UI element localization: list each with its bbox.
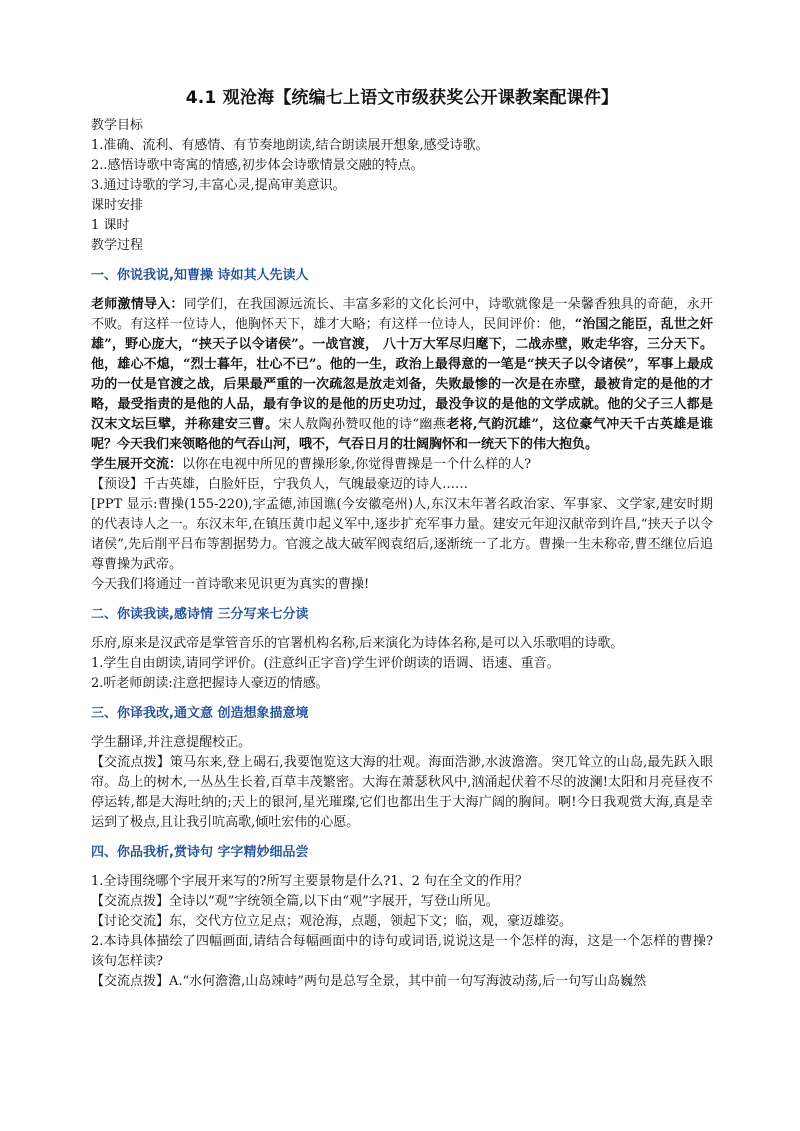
exchange-label: 学生展开交流：: [91, 457, 183, 472]
document-title: 4.1 观沧海【统编七上语文市级获奖公开课教案配课件】: [185, 88, 619, 108]
objective-item: 2..感悟诗歌中寄寓的情感,初步体会诗歌情景交融的特点。: [91, 158, 424, 173]
section-heading-1: 一、你说我说,知曹操 诗如其人先读人: [91, 268, 309, 283]
section-heading-4: 四、你品我析,赏诗句 字字精妙细品尝: [91, 845, 309, 860]
section-heading-2: 二、你读我读,感诗情 三分写来七分读: [91, 607, 309, 622]
intro-label: 老师激情导入：: [91, 297, 184, 312]
objectives-heading: 教学目标: [91, 118, 144, 133]
section-2-line: 1.学生自由朗读,请同学评价。(注意纠正字音)学生评价朗读的语调、语速、重音。: [91, 656, 560, 671]
section-4-line: 2.本诗具体描绘了四幅画面,请结合每幅画面中的诗句或词语,说说这是一个怎样的海，这是一个怎样的曹操?该句怎样读?: [91, 934, 713, 969]
objective-item: 1.准确、流利、有感情、有节奏地朗读,结合朗读展开想象,感受诗歌。: [91, 138, 489, 153]
section-3-line: 【交流点拨】策马东来,登上碣石,我要饱览这大海的壮观。海面浩渺,水波澹澹。突兀耸立的山岛,最先跃入眼帘。岛上的树木,一丛丛生长着,百草丰茂繁密。大海在萧瑟秋风中,汹涌起伏着不尽的波澜!太阳和月亮昼夜不停运转,都是大海吐纳的;天上的银河,星光璀璨,它们也都出生于大海广阔的胸间。啊!今日我观赏大海,真是幸运到了极点,且让我引吭高歌,倾吐宏伟的心愿。: [91, 755, 713, 830]
section-2-line: 2.听老师朗读:注意把握诗人豪迈的情感。: [91, 676, 329, 691]
intro-tail-bold: 老将,气韵沉雄”，这位豪气冲天千古英雄是谁呢？今天我们来领略他的气吞山河，哦不，气吞日月的壮阔胸怀和一统天下的伟大抱负。: [91, 417, 713, 452]
intro-tail: 宋人敖陶孙赞叹他的诗“幽燕: [278, 417, 447, 432]
section-4-line: 【交流点拨】A.“水何澹澹,山岛竦峙”两句是总写全景，其中前一句写海波动荡,后一句写山岛巍然: [91, 974, 647, 989]
preset-paragraph: 【预设】千古英雄，白脸奸臣，宁我负人，气魄最豪迈的诗人……: [91, 477, 469, 492]
exchange-text: 以你在电视中所见的曹操形象,你觉得曹操是一个什么样的人?: [182, 457, 532, 472]
exchange-paragraph: [91, 455, 713, 475]
section-2-line: 乐府,原来是汉武帝是掌管音乐的官署机构名称,后来演化为诗体名称,是可以入乐歌唱的诗歌。: [91, 636, 624, 651]
section-3-line: 学生翻译,并注意提醒校正。: [91, 735, 252, 750]
section-4-line: 【讨论交流】东，交代方位立足点；观沧海，点题，领起下文；临，观，豪迈雄姿。: [91, 914, 573, 929]
schedule-heading: 课时安排: [91, 198, 144, 213]
section-4-line: 【交流点拨】全诗以“观”字统领全篇,以下由“观”字展开，写登山所见。: [91, 894, 499, 909]
schedule-value: 1 课时: [91, 218, 130, 233]
intro-bold-text: “治国之能臣，乱世之奸雄”，野心庞大，“挟天子以令诸侯”。一战官渡， 八十万大军尽归麾下，二战赤壁，败走华容，三分天下。他，雄心不熄，“烈士暮年，壮心不已”。他的一生，政治上最得意的一笔是“挟天子以令诸侯”，军事上最成功的一仗是官渡之战，后果最严重的一次疏忽是放走刘备，失败最惨的一次是在赤壁，最被肯定的是他的才略，最受指责的是他的人品，最有争议的是他的历史功过，最没争议的是他的文学成就。他的父子三人都是汉末文坛巨擘，并称建安三曹。: [91, 317, 713, 432]
intro-paragraph: [91, 295, 713, 455]
closing-paragraph: 今天我们将通过一首诗歌来见识更为真实的曹操!: [91, 577, 370, 592]
intro-text: 同学们，在我国源远流长、丰富多彩的文化长河中，诗歌就像是一朵馨香独具的奇葩，永开不败。有这样一位诗人，他胸怀天下，雄才大略；有这样一位诗人，民间评价：他，: [91, 297, 713, 332]
document-page: [91, 86, 713, 992]
section-4-line: 1.全诗围绕哪个字展开来写的?所写主要景物是什么?1、2 句在全文的作用？: [91, 874, 529, 889]
ppt-paragraph: [PPT 显示:曹操(155-220),字孟德,沛国谯(今安徽亳州)人,东汉末年著名政治家、军事家、文学家,建安时期的代表诗人之一。东汉末年,在镇压黄巾起义军中,逐步扩充军事力量。建安元年迎汉献帝到许昌,“挟天子以令诸侯”,先后削平吕布等割据势力。官渡之战大破军阀袁绍后,逐渐统一了北方。曹操一生未称帝,曹丕继位后追尊曹操为武帝。: [91, 497, 713, 572]
process-heading: 教学过程: [91, 238, 144, 253]
objective-item: 3.通过诗歌的学习,丰富心灵,提高审美意识。: [91, 178, 346, 193]
section-heading-3: 三、你译我改,通文意 创造想象描意境: [91, 706, 309, 721]
